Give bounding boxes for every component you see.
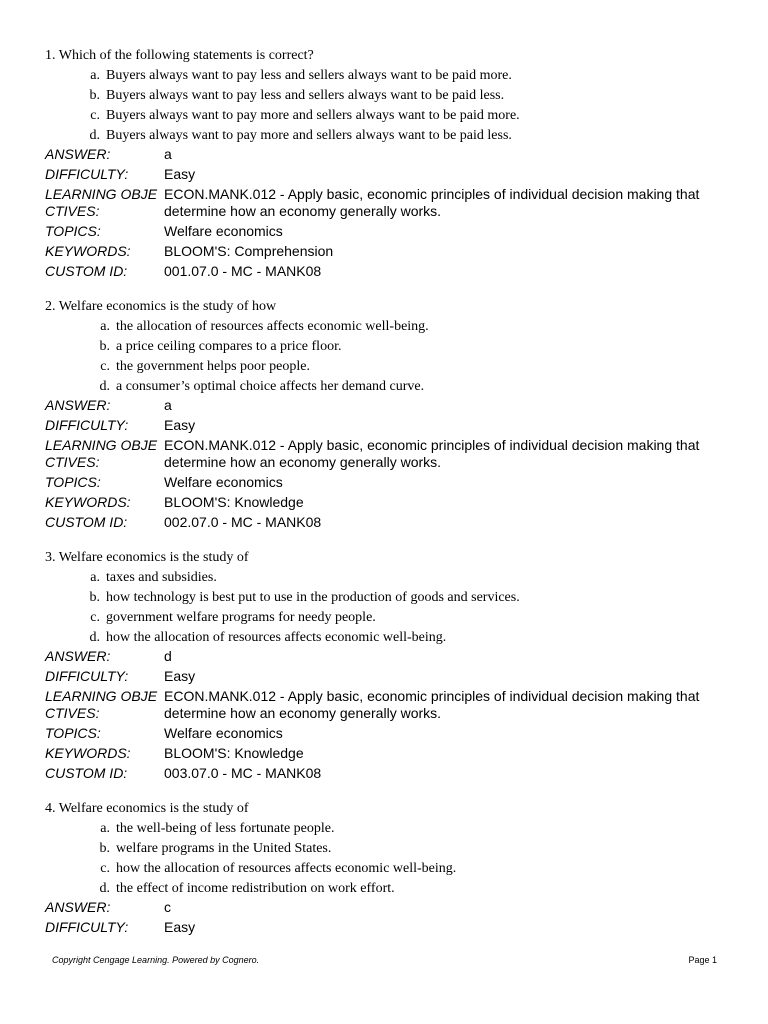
option-letter: d.: [99, 881, 110, 896]
keywords-value: BLOOM'S: Knowledge: [164, 494, 304, 510]
option-text: the effect of income redistribution on work effort.: [116, 881, 395, 896]
copyright-text: Copyright Cengage Learning. Powered by Cognero.: [52, 955, 260, 965]
topics-value: Welfare economics: [164, 725, 283, 741]
difficulty-row: [45, 166, 735, 183]
option-text: the allocation of resources affects economic well-being.: [116, 319, 429, 334]
option-list: [45, 66, 735, 146]
option-list: [45, 317, 735, 397]
option-c: [45, 608, 735, 628]
keywords-label: KEYWORDS:: [45, 243, 131, 259]
learning-objectives-row: [45, 186, 735, 220]
question-stem: 4. Welfare economics is the study of: [45, 801, 249, 816]
option-d: [45, 879, 735, 899]
option-letter: a.: [100, 319, 110, 334]
option-letter: b.: [99, 339, 110, 354]
option-d: [45, 628, 735, 648]
keywords-row: [45, 745, 735, 762]
difficulty-value: Easy: [164, 166, 196, 182]
learning-objectives-value: ECON.MANK.012 - Apply basic, economic principles of individual decision making that determine how an economy generally works.: [164, 688, 700, 721]
answer-label: ANSWER:: [45, 648, 111, 664]
answer-label: ANSWER:: [45, 899, 111, 915]
learning-objectives-label: LEARNING OBJECTIVES:: [45, 437, 158, 470]
option-c: [45, 357, 735, 377]
difficulty-label: DIFFICULTY:: [45, 919, 129, 935]
option-d: [45, 377, 735, 397]
option-letter: c.: [90, 108, 100, 123]
custom-id-label: CUSTOM ID:: [45, 765, 128, 781]
option-list: [45, 568, 735, 648]
question-metadata: [45, 397, 735, 531]
custom-id-value: 003.07.0 - MC - MANK08: [164, 765, 322, 781]
difficulty-value: Easy: [164, 668, 196, 684]
custom-id-row: [45, 263, 735, 280]
option-text: the government helps poor people.: [116, 359, 311, 374]
option-letter: d.: [99, 379, 110, 394]
topics-value: Welfare economics: [164, 474, 283, 490]
custom-id-row: [45, 765, 735, 782]
custom-id-label: CUSTOM ID:: [45, 514, 128, 530]
option-text: a consumer’s optimal choice affects her demand curve.: [116, 379, 425, 394]
option-letter: d.: [89, 630, 100, 645]
topics-label: TOPICS:: [45, 223, 101, 239]
question-metadata: [45, 899, 735, 936]
answer-value: a: [164, 146, 172, 162]
topics-row: [45, 725, 735, 742]
topics-row: [45, 474, 735, 491]
difficulty-value: Easy: [164, 417, 196, 433]
option-letter: d.: [89, 128, 100, 143]
option-letter: c.: [100, 861, 110, 876]
answer-value: c: [164, 899, 171, 915]
option-d: [45, 126, 735, 146]
test-bank-page: [45, 46, 735, 953]
option-text: Buyers always want to pay less and sellers always want to be paid less.: [106, 88, 505, 103]
difficulty-label: DIFFICULTY:: [45, 166, 129, 182]
answer-row: [45, 146, 735, 163]
question-1: [45, 46, 735, 280]
option-b: [45, 86, 735, 106]
question-4: [45, 799, 735, 936]
option-text: how technology is best put to use in the production of goods and services.: [106, 590, 520, 605]
learning-objectives-row: [45, 437, 735, 471]
option-text: Buyers always want to pay more and sellers always want to be paid more.: [106, 108, 520, 123]
page-number: Page 1: [688, 955, 717, 965]
option-text: how the allocation of resources affects economic well-being.: [106, 630, 447, 645]
difficulty-row: [45, 668, 735, 685]
option-text: Buyers always want to pay more and sellers always want to be paid less.: [106, 128, 512, 143]
answer-value: d: [164, 648, 172, 664]
custom-id-row: [45, 514, 735, 531]
learning-objectives-row: [45, 688, 735, 722]
option-a: [45, 317, 735, 337]
option-text: taxes and subsidies.: [106, 570, 217, 585]
answer-label: ANSWER:: [45, 146, 111, 162]
keywords-label: KEYWORDS:: [45, 494, 131, 510]
question-2: [45, 297, 735, 531]
answer-value: a: [164, 397, 172, 413]
option-letter: a.: [90, 68, 100, 83]
learning-objectives-label: LEARNING OBJECTIVES:: [45, 186, 158, 219]
keywords-value: BLOOM'S: Knowledge: [164, 745, 304, 761]
topics-label: TOPICS:: [45, 474, 101, 490]
question-3: [45, 548, 735, 782]
option-text: Buyers always want to pay less and sellers always want to be paid more.: [106, 68, 512, 83]
option-c: [45, 859, 735, 879]
difficulty-value: Easy: [164, 919, 196, 935]
option-text: a price ceiling compares to a price floor.: [116, 339, 342, 354]
question-metadata: [45, 146, 735, 280]
answer-row: [45, 899, 735, 916]
difficulty-row: [45, 919, 735, 936]
keywords-row: [45, 243, 735, 260]
option-letter: a.: [90, 570, 100, 585]
topics-value: Welfare economics: [164, 223, 283, 239]
option-text: the well-being of less fortunate people.: [116, 821, 335, 836]
keywords-label: KEYWORDS:: [45, 745, 131, 761]
difficulty-label: DIFFICULTY:: [45, 417, 129, 433]
question-stem: 2. Welfare economics is the study of how: [45, 299, 277, 314]
option-list: [45, 819, 735, 899]
option-letter: c.: [90, 610, 100, 625]
keywords-row: [45, 494, 735, 511]
page-footer: [52, 954, 717, 968]
learning-objectives-value: ECON.MANK.012 - Apply basic, economic principles of individual decision making that determine how an economy generally works.: [164, 186, 700, 219]
option-a: [45, 66, 735, 86]
option-c: [45, 106, 735, 126]
option-b: [45, 588, 735, 608]
option-letter: b.: [89, 88, 100, 103]
difficulty-row: [45, 417, 735, 434]
option-letter: c.: [100, 359, 110, 374]
option-letter: b.: [99, 841, 110, 856]
answer-row: [45, 397, 735, 414]
option-b: [45, 839, 735, 859]
question-metadata: [45, 648, 735, 782]
option-text: welfare programs in the United States.: [116, 841, 332, 856]
option-a: [45, 819, 735, 839]
learning-objectives-label: LEARNING OBJECTIVES:: [45, 688, 158, 721]
difficulty-label: DIFFICULTY:: [45, 668, 129, 684]
option-b: [45, 337, 735, 357]
question-stem: 1. Which of the following statements is correct?: [45, 48, 314, 63]
custom-id-value: 001.07.0 - MC - MANK08: [164, 263, 322, 279]
option-letter: b.: [89, 590, 100, 605]
option-a: [45, 568, 735, 588]
custom-id-value: 002.07.0 - MC - MANK08: [164, 514, 322, 530]
topics-label: TOPICS:: [45, 725, 101, 741]
option-text: government welfare programs for needy people.: [106, 610, 376, 625]
answer-label: ANSWER:: [45, 397, 111, 413]
learning-objectives-value: ECON.MANK.012 - Apply basic, economic principles of individual decision making that determine how an economy generally works.: [164, 437, 700, 470]
option-letter: a.: [100, 821, 110, 836]
custom-id-label: CUSTOM ID:: [45, 263, 128, 279]
answer-row: [45, 648, 735, 665]
option-text: how the allocation of resources affects economic well-being.: [116, 861, 457, 876]
question-stem: 3. Welfare economics is the study of: [45, 550, 249, 565]
topics-row: [45, 223, 735, 240]
keywords-value: BLOOM'S: Comprehension: [164, 243, 334, 259]
